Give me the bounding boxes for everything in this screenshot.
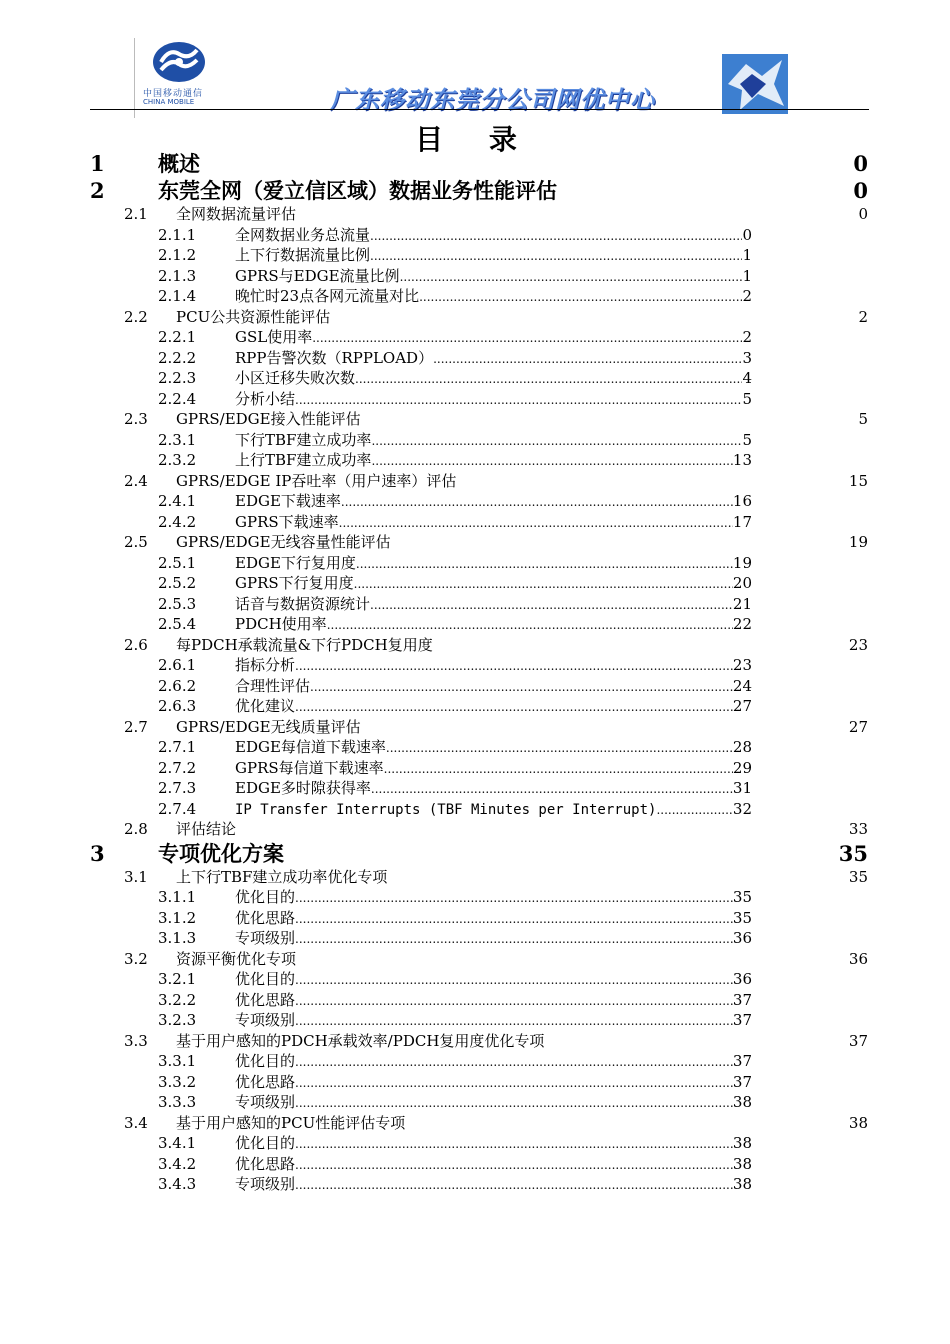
toc-entry[interactable] xyxy=(0,286,950,306)
toc-entry-text: 优化目的 xyxy=(235,888,296,906)
toc-entry-text: EDGE每信道下载速率 xyxy=(235,738,386,756)
toc-entry[interactable] xyxy=(0,1174,950,1194)
toc-entry-line xyxy=(235,450,752,471)
toc-entry-number: 3.3.3 xyxy=(158,1093,197,1111)
toc-entry-line xyxy=(235,286,752,307)
toc-entry-number: 2.3.1 xyxy=(158,431,197,449)
toc-entry-page: 31 xyxy=(732,779,752,797)
toc-dot-leader xyxy=(295,1093,733,1113)
toc-entry-number: 3.2 xyxy=(124,950,148,968)
toc-entry[interactable] xyxy=(0,949,950,969)
toc-entry-text: 合理性评估 xyxy=(235,677,311,695)
toc-entry-line xyxy=(235,1092,752,1113)
toc-entry-page: 3 xyxy=(742,349,752,367)
toc-entry-line xyxy=(235,737,752,758)
toc-entry-page: 17 xyxy=(732,513,752,531)
toc-entry-page: 16 xyxy=(732,492,752,510)
toc-dot-leader xyxy=(339,513,733,533)
toc-entry-number: 3.1.2 xyxy=(158,909,197,927)
toc-entry-page: 1 xyxy=(742,267,752,285)
toc-entry-page: 35 xyxy=(838,841,868,866)
toc-entry-text: 基于用户感知的PCU性能评估专项 xyxy=(176,1114,406,1132)
toc-entry[interactable] xyxy=(0,969,950,989)
toc-dot-leader xyxy=(310,677,733,697)
toc-entry[interactable] xyxy=(0,177,950,205)
toc-entry-number: 3.1 xyxy=(124,868,148,886)
toc-entry-text: 专项级别 xyxy=(235,1011,296,1029)
toc-entry-text: EDGE多时隙获得率 xyxy=(235,779,371,797)
toc-entry[interactable] xyxy=(0,1072,950,1092)
toc-entry-number: 2.7.4 xyxy=(158,800,197,818)
toc-entry-number: 2.2 xyxy=(124,308,148,326)
toc-entry[interactable] xyxy=(0,928,950,948)
toc-entry[interactable] xyxy=(0,635,950,655)
toc-entry-page: 38 xyxy=(732,1093,752,1111)
toc-entry-line xyxy=(235,1051,752,1072)
toc-entry-text: 下行TBF建立成功率 xyxy=(235,431,372,449)
toc-entry-page: 22 xyxy=(732,615,752,633)
toc-entry-text: 上下行TBF建立成功率优化专项 xyxy=(176,868,388,886)
toc-entry-line xyxy=(235,908,752,929)
toc-entry-number: 3.2.3 xyxy=(158,1011,197,1029)
toc-entry[interactable] xyxy=(0,655,950,675)
toc-entry-page: 38 xyxy=(732,1134,752,1152)
toc-entry-text: 上行TBF建立成功率 xyxy=(235,451,372,469)
toc-dot-leader xyxy=(370,595,733,615)
toc-entry[interactable] xyxy=(0,1051,950,1071)
toc-entry-text: PCU公共资源性能评估 xyxy=(176,308,331,326)
toc-entry-text: GPRS/EDGE无线容量性能评估 xyxy=(176,533,391,551)
toc-entry-number: 3 xyxy=(90,841,105,866)
toc-entry[interactable] xyxy=(0,307,950,327)
toc-dot-leader xyxy=(371,779,733,799)
toc-dot-leader xyxy=(295,1134,733,1154)
toc-entry[interactable] xyxy=(0,532,950,552)
toc-entry-text: 晚忙时23点各网元流量对比 xyxy=(235,287,420,305)
toc-entry-text: GSL使用率 xyxy=(235,328,313,346)
toc-dot-leader xyxy=(295,991,733,1011)
toc-entry-number: 2.4 xyxy=(124,472,148,490)
toc-entry-line xyxy=(235,389,752,410)
toc-entry-text: GPRS下行复用度 xyxy=(235,574,354,592)
toc-entry[interactable] xyxy=(0,737,950,757)
toc-dot-leader xyxy=(295,888,733,908)
toc-entry-number: 2.5.2 xyxy=(158,574,197,592)
toc-entry-line xyxy=(235,614,752,635)
toc-entry-number: 3.2.2 xyxy=(158,991,197,1009)
toc-entry-line xyxy=(235,491,752,512)
toc-entry[interactable] xyxy=(0,204,950,224)
toc-entry-line xyxy=(235,512,752,533)
toc-entry-page: 2 xyxy=(742,328,752,346)
toc-entry-page: 28 xyxy=(732,738,752,756)
toc-entry-line xyxy=(235,655,752,676)
toc-entry-text: 指标分析 xyxy=(235,656,296,674)
toc-entry-number: 2 xyxy=(90,178,105,203)
toc-entry-page: 2 xyxy=(742,287,752,305)
organization-title: 广东移动东莞分公司网优中心 xyxy=(330,86,655,114)
toc-entry-text: 优化思路 xyxy=(235,1073,296,1091)
toc-entry-number: 2.2.4 xyxy=(158,390,197,408)
toc-entry-line xyxy=(235,430,752,451)
toc-entry[interactable] xyxy=(0,614,950,634)
toc-entry-number: 2.4.1 xyxy=(158,492,197,510)
toc-entry-page: 23 xyxy=(848,636,868,654)
toc-entry-page: 2 xyxy=(858,308,868,326)
toc-entry-text: 专项优化方案 xyxy=(158,842,284,866)
department-logo-icon xyxy=(722,54,788,114)
toc-dot-leader xyxy=(295,909,733,929)
toc-dot-leader xyxy=(371,451,732,471)
toc-entry[interactable] xyxy=(0,758,950,778)
toc-entry-number: 2.6.2 xyxy=(158,677,197,695)
toc-entry-line xyxy=(235,799,752,820)
china-mobile-logo xyxy=(134,38,230,118)
toc-entry-number: 2.6.3 xyxy=(158,697,197,715)
toc-dot-leader xyxy=(295,390,742,410)
page-header xyxy=(0,0,950,120)
toc-entry-number: 3.3.1 xyxy=(158,1052,197,1070)
toc-entry-text: 全网数据业务总流量 xyxy=(235,226,371,244)
toc-entry-text: IP Transfer Interrupts (TBF Minutes per Interrupt) xyxy=(235,802,657,818)
toc-dot-leader xyxy=(354,574,733,594)
toc-entry-number: 2.5.1 xyxy=(158,554,197,572)
toc-entry-text: 优化思路 xyxy=(235,1155,296,1173)
toc-entry[interactable] xyxy=(0,573,950,593)
toc-entry-number: 2.6 xyxy=(124,636,148,654)
toc-entry[interactable] xyxy=(0,512,950,532)
toc-entry-line xyxy=(235,368,752,389)
toc-entry-page: 19 xyxy=(848,533,868,551)
toc-entry-text: 话音与数据资源统计 xyxy=(235,595,371,613)
toc-entry-number: 3.1.1 xyxy=(158,888,197,906)
toc-entry-text: 全网数据流量评估 xyxy=(176,205,297,223)
toc-entry[interactable] xyxy=(0,245,950,265)
toc-entry[interactable] xyxy=(0,1031,950,1051)
toc-dot-leader xyxy=(355,369,742,389)
toc-dot-leader xyxy=(341,492,733,512)
toc-entry-line xyxy=(235,778,752,799)
toc-entry-line xyxy=(235,266,752,287)
toc-entry-text: 优化思路 xyxy=(235,909,296,927)
toc-dot-leader xyxy=(656,800,732,820)
toc-dot-leader xyxy=(386,738,733,758)
toc-entry-number: 2.7.2 xyxy=(158,759,197,777)
toc-entry-line xyxy=(235,348,752,369)
toc-entry[interactable] xyxy=(0,1092,950,1112)
header-divider xyxy=(90,109,869,110)
toc-entry-number: 2.5 xyxy=(124,533,148,551)
toc-entry-line xyxy=(235,594,752,615)
toc-dot-leader xyxy=(295,1175,733,1195)
toc-entry-page: 5 xyxy=(742,390,752,408)
toc-entry-number: 2.7 xyxy=(124,718,148,736)
logo-english-text: CHINA MOBILE xyxy=(143,98,195,106)
toc-entry-number: 2.3 xyxy=(124,410,148,428)
toc-entry-text: 专项级别 xyxy=(235,929,296,947)
toc-entry-page: 27 xyxy=(848,718,868,736)
toc-entry[interactable] xyxy=(0,1113,950,1133)
toc-dot-leader xyxy=(370,226,742,246)
toc-entry-line xyxy=(235,758,752,779)
toc-entry-text: 基于用户感知的PDCH承载效率/PDCH复用度优化专项 xyxy=(176,1032,545,1050)
toc-entry-line xyxy=(235,928,752,949)
toc-entry-text: 优化目的 xyxy=(235,1134,296,1152)
toc-entry-text: GPRS/EDGE接入性能评估 xyxy=(176,410,361,428)
toc-entry-text: 评估结论 xyxy=(176,820,237,838)
toc-entry[interactable] xyxy=(0,1154,950,1174)
toc-entry[interactable] xyxy=(0,471,950,491)
toc-entry-page: 4 xyxy=(742,369,752,387)
toc-entry-page: 0 xyxy=(853,178,868,203)
toc-entry[interactable] xyxy=(0,908,950,928)
toc-entry[interactable] xyxy=(0,225,950,245)
toc-entry-page: 0 xyxy=(853,151,868,176)
toc-entry-text: 东莞全网（爱立信区域）数据业务性能评估 xyxy=(158,179,557,203)
toc-entry-text: 上下行数据流量比例 xyxy=(235,246,371,264)
toc-entry-page: 38 xyxy=(848,1114,868,1132)
toc-entry[interactable] xyxy=(0,1133,950,1153)
toc-entry-page: 19 xyxy=(732,554,752,572)
toc-entry-number: 2.2.3 xyxy=(158,369,197,387)
logo-chinese-text: 中国移动通信 xyxy=(143,89,204,99)
toc-entry[interactable] xyxy=(0,594,950,614)
toc-dot-leader xyxy=(356,554,733,574)
toc-entry-number: 2.2.1 xyxy=(158,328,197,346)
toc-entry-number: 2.1.1 xyxy=(158,226,197,244)
toc-dot-leader xyxy=(371,431,742,451)
toc-entry-text: 资源平衡优化专项 xyxy=(176,950,297,968)
toc-entry-page: 35 xyxy=(732,888,752,906)
toc-entry-line xyxy=(235,696,752,717)
toc-entry-text: EDGE下载速率 xyxy=(235,492,341,510)
toc-entry-number: 2.4.2 xyxy=(158,513,197,531)
toc-entry-page: 36 xyxy=(848,950,868,968)
toc-entry-text: 分析小结 xyxy=(235,390,296,408)
toc-dot-leader xyxy=(433,349,742,369)
toc-entry[interactable] xyxy=(0,409,950,429)
department-logo xyxy=(722,54,788,114)
toc-entry-line xyxy=(235,1174,752,1195)
toc-dot-leader xyxy=(295,970,733,990)
toc-dot-leader xyxy=(400,267,743,287)
toc-dot-leader xyxy=(295,1073,733,1093)
toc-entry[interactable] xyxy=(0,990,950,1010)
toc-dot-leader xyxy=(370,246,742,266)
toc-entry-page: 38 xyxy=(732,1155,752,1173)
toc-entry[interactable] xyxy=(0,150,950,178)
toc-entry-page: 37 xyxy=(732,1073,752,1091)
toc-entry-page: 23 xyxy=(732,656,752,674)
toc-entry[interactable] xyxy=(0,553,950,573)
toc-entry-text: 优化目的 xyxy=(235,1052,296,1070)
toc-entry-line xyxy=(235,573,752,594)
toc-entry-page: 35 xyxy=(732,909,752,927)
toc-entry-number: 2.1 xyxy=(124,205,148,223)
toc-dot-leader xyxy=(327,615,733,635)
toc-entry-page: 36 xyxy=(732,970,752,988)
toc-entry-page: 37 xyxy=(732,1052,752,1070)
toc-entry-page: 29 xyxy=(732,759,752,777)
toc-entry-number: 3.4.2 xyxy=(158,1155,197,1173)
toc-entry[interactable] xyxy=(0,368,950,388)
toc-entry-text: 小区迁移失败次数 xyxy=(235,369,356,387)
toc-entry-line xyxy=(235,676,752,697)
toc-entry-text: EDGE下行复用度 xyxy=(235,554,356,572)
toc-entry-page: 37 xyxy=(732,1011,752,1029)
toc-entry-number: 2.6.1 xyxy=(158,656,197,674)
toc-entry-page: 5 xyxy=(858,410,868,428)
toc-entry-page: 21 xyxy=(732,595,752,613)
toc-entry-text: RPP告警次数（RPPLOAD） xyxy=(235,349,434,367)
toc-dot-leader xyxy=(312,328,742,348)
toc-entry[interactable] xyxy=(0,867,950,887)
toc-entry[interactable] xyxy=(0,450,950,470)
toc-entry-page: 15 xyxy=(848,472,868,490)
toc-dot-leader xyxy=(384,759,733,779)
toc-dot-leader xyxy=(419,287,742,307)
toc-entry-line xyxy=(235,1133,752,1154)
toc-entry[interactable] xyxy=(0,1010,950,1030)
toc-entry-page: 0 xyxy=(858,205,868,223)
toc-entry-page: 20 xyxy=(732,574,752,592)
toc-entry-number: 3.2.1 xyxy=(158,970,197,988)
toc-entry[interactable] xyxy=(0,327,950,347)
toc-entry[interactable] xyxy=(0,696,950,716)
toc-entry-number: 2.7.1 xyxy=(158,738,197,756)
toc-entry-page: 1 xyxy=(742,246,752,264)
toc-entry-text: GPRS与EDGE流量比例 xyxy=(235,267,400,285)
toc-entry[interactable] xyxy=(0,840,950,868)
toc-entry-number: 3.1.3 xyxy=(158,929,197,947)
toc-entry-page: 13 xyxy=(732,451,752,469)
toc-title: 目 录 xyxy=(415,123,535,156)
china-mobile-logo-icon xyxy=(151,40,207,84)
toc-entry-page: 32 xyxy=(732,800,752,818)
toc-entry-number: 1 xyxy=(90,151,105,176)
toc-entry-line xyxy=(235,1154,752,1175)
toc-entry-text: 专项级别 xyxy=(235,1093,296,1111)
toc-entry-line xyxy=(235,327,752,348)
toc-entry-line xyxy=(235,1072,752,1093)
toc-entry-page: 36 xyxy=(732,929,752,947)
toc-entry-line xyxy=(235,245,752,266)
toc-entry[interactable] xyxy=(0,348,950,368)
toc-entry-page: 5 xyxy=(742,431,752,449)
toc-entry-line xyxy=(235,225,752,246)
toc-entry[interactable] xyxy=(0,887,950,907)
toc-dot-leader xyxy=(295,1011,733,1031)
toc-entry-page: 33 xyxy=(848,820,868,838)
toc-entry-text: 概述 xyxy=(158,152,200,176)
toc-entry[interactable] xyxy=(0,389,950,409)
toc-entry-text: GPRS/EDGE IP吞吐率（用户速率）评估 xyxy=(176,472,457,490)
toc-dot-leader xyxy=(295,929,733,949)
toc-entry-page: 27 xyxy=(732,697,752,715)
toc-entry-line xyxy=(235,1010,752,1031)
toc-entry-page: 37 xyxy=(732,991,752,1009)
toc-entry-number: 2.5.3 xyxy=(158,595,197,613)
toc-entry-page: 38 xyxy=(732,1175,752,1193)
toc-entry-number: 3.3 xyxy=(124,1032,148,1050)
toc-entry-text: PDCH使用率 xyxy=(235,615,327,633)
toc-entry-text: GPRS/EDGE无线质量评估 xyxy=(176,718,361,736)
toc-entry-line xyxy=(235,887,752,908)
toc-entry-number: 2.3.2 xyxy=(158,451,197,469)
toc-entry-number: 2.1.3 xyxy=(158,267,197,285)
toc-entry[interactable] xyxy=(0,491,950,511)
toc-entry-text: 每PDCH承载流量&下行PDCH复用度 xyxy=(176,636,433,654)
toc-dot-leader xyxy=(295,1052,733,1072)
toc-entry-number: 2.7.3 xyxy=(158,779,197,797)
toc-entry-number: 2.1.2 xyxy=(158,246,197,264)
toc-entry-number: 2.2.2 xyxy=(158,349,197,367)
toc-entry-number: 2.1.4 xyxy=(158,287,197,305)
toc-dot-leader xyxy=(295,697,733,717)
toc-entry-page: 24 xyxy=(732,677,752,695)
toc-dot-leader xyxy=(295,1155,733,1175)
toc-entry-number: 2.5.4 xyxy=(158,615,197,633)
toc-entry-line xyxy=(235,990,752,1011)
toc-entry-page: 0 xyxy=(742,226,752,244)
toc-entry[interactable] xyxy=(0,430,950,450)
toc-entry-line xyxy=(235,969,752,990)
toc-entry[interactable] xyxy=(0,819,950,839)
toc-entry-text: 优化建议 xyxy=(235,697,296,715)
toc-entry-text: GPRS每信道下载速率 xyxy=(235,759,384,777)
toc-entry[interactable] xyxy=(0,266,950,286)
toc-entry-page: 37 xyxy=(848,1032,868,1050)
toc-entry-text: 优化目的 xyxy=(235,970,296,988)
toc-entry-line xyxy=(235,553,752,574)
toc-entry[interactable] xyxy=(0,799,950,819)
toc-entry-number: 3.3.2 xyxy=(158,1073,197,1091)
toc-entry-text: 专项级别 xyxy=(235,1175,296,1193)
toc-dot-leader xyxy=(295,656,733,676)
toc-entry[interactable] xyxy=(0,717,950,737)
toc-entry-text: GPRS下载速率 xyxy=(235,513,339,531)
toc-entry-text: 优化思路 xyxy=(235,991,296,1009)
toc-entry-number: 3.4 xyxy=(124,1114,148,1132)
toc-entry-number: 2.8 xyxy=(124,820,148,838)
toc-entry-number: 3.4.3 xyxy=(158,1175,197,1193)
toc-entry[interactable] xyxy=(0,778,950,798)
toc-entry-number: 3.4.1 xyxy=(158,1134,197,1152)
toc-entry[interactable] xyxy=(0,676,950,696)
toc-entry-page: 35 xyxy=(848,868,868,886)
